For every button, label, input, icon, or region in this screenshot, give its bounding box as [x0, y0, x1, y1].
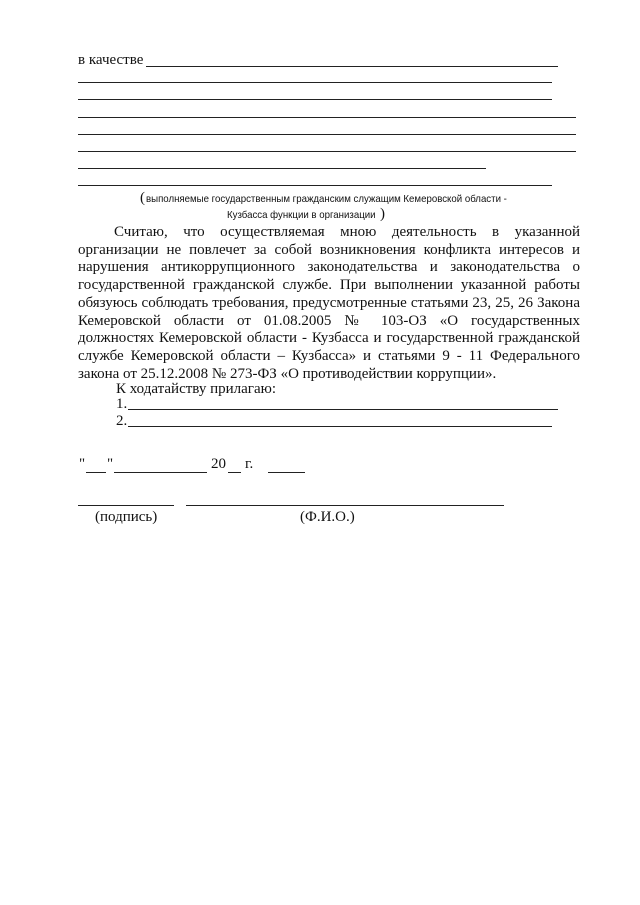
full-name-line	[186, 505, 504, 506]
date-close-quote: "	[107, 456, 114, 472]
note-open-paren: (	[140, 190, 145, 206]
note-line-1: выполняемые государственным гражданским служащим Кемеровской области -	[146, 193, 507, 205]
note-line-2: Кузбасса функции в организации	[227, 209, 376, 221]
statement-paragraph	[78, 224, 580, 383]
date-year-prefix: 20	[211, 456, 226, 472]
fill-line	[78, 168, 486, 169]
attachments-heading: К ходатайству прилагаю:	[116, 381, 276, 397]
date-year-suffix: г.	[245, 456, 254, 472]
date-open-quote: "	[79, 456, 86, 472]
attachment-line-1	[128, 409, 558, 410]
signature-line	[78, 505, 174, 506]
full-name-label: (Ф.И.О.)	[300, 509, 355, 525]
as-label: в качестве	[78, 52, 144, 68]
note-close-paren: )	[380, 206, 385, 222]
fill-line	[78, 185, 552, 186]
date-trailing-line	[268, 472, 305, 473]
date-day-line	[86, 472, 106, 473]
attachment-number-2: 2.	[116, 413, 128, 429]
position-fill-line	[146, 66, 558, 67]
fill-line	[78, 151, 576, 152]
statement-text: Считаю, что осуществляемая мною деятельность в указанной организации не повлечет за собой возникновения конфликта интересов и нарушения антикоррупционного законодательства и законодательства о государственной гражданской службе. При выполнении указанной работы обязуюсь соблюдать требования, предусмотренные статьями 23, 25, 26 Закона Кемеровской области от 01.08.2005 № 103-ОЗ «О государственных должностях Кемеровской области - Кузбасса и государственной гражданской службе Кемеровской области – Кузбасса» и статьями 9 - 11 Федерального закона от 25.12.2008 № 273-ФЗ «О противодействии коррупции».	[78, 224, 580, 382]
fill-line	[78, 117, 576, 118]
date-month-line	[114, 472, 207, 473]
signature-label: (подпись)	[95, 509, 158, 525]
fill-line	[78, 134, 576, 135]
date-year-line	[228, 472, 241, 473]
fill-line	[78, 82, 552, 83]
attachment-number-1: 1.	[116, 396, 128, 412]
fill-line	[78, 99, 552, 100]
attachment-line-2	[128, 426, 552, 427]
